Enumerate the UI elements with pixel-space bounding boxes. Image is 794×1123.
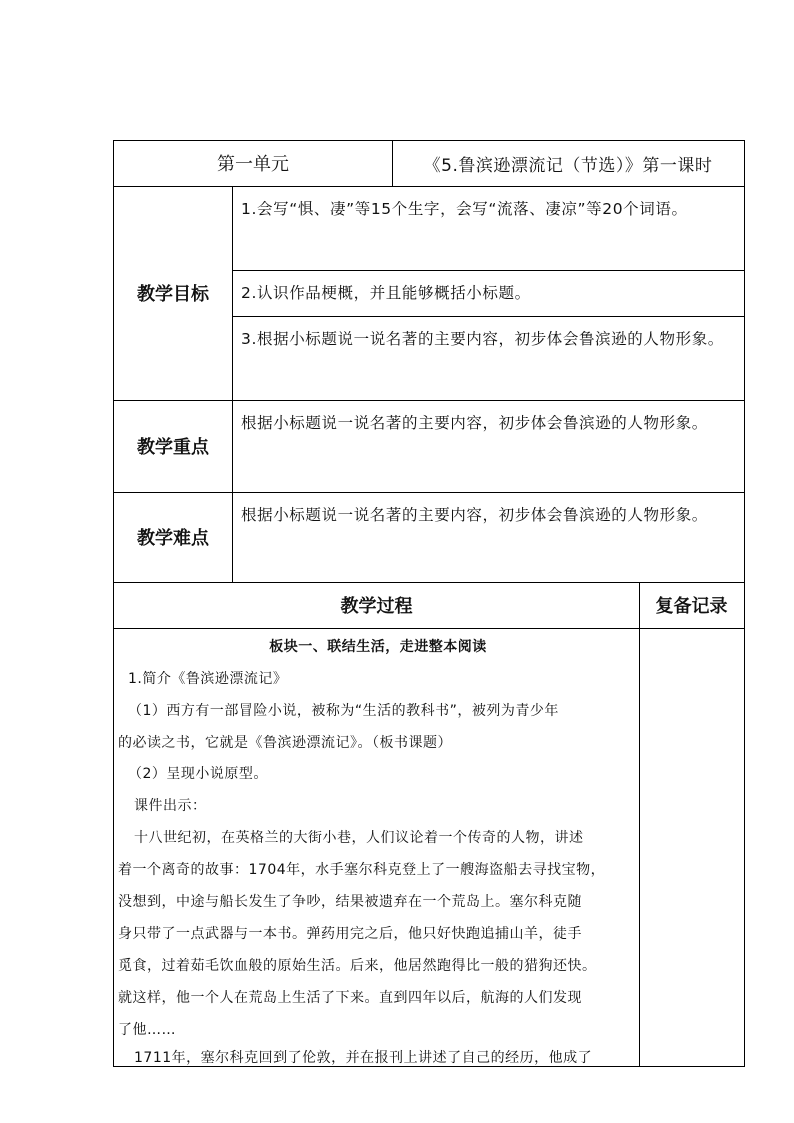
table-rule — [113, 186, 745, 187]
table-rule — [232, 270, 745, 271]
objective-item — [232, 316, 744, 400]
unit-title-text: 第一单元 — [217, 154, 289, 175]
objective-item — [232, 270, 744, 316]
body-line: 1711年，塞尔科克回到了伦敦，并在报刊上讲述了自己的经历，他成了 — [134, 1050, 593, 1066]
body-line: 身只带了一点武器与一本书。弹药用完之后，他只好快跑追捕山羊，徒手 — [118, 926, 582, 942]
body-line: （2）呈现小说原型。 — [128, 766, 268, 782]
difficulties-label-text: 教学难点 — [137, 528, 209, 549]
table-border-right — [744, 140, 745, 1067]
table-border-bottom — [113, 1066, 745, 1067]
body-line: 了他…… — [118, 1022, 176, 1038]
table-rule — [639, 582, 640, 1067]
key-points-label — [114, 400, 232, 492]
difficulties-text — [232, 492, 744, 582]
objectives-label — [114, 186, 232, 400]
objective-item-text: 3.根据小标题说一说名著的主要内容，初步体会鲁滨逊的人物形象。 — [241, 330, 724, 348]
unit-title — [114, 140, 392, 186]
lesson-title — [392, 140, 744, 186]
table-rule — [113, 582, 745, 583]
key-points-text-content: 根据小标题说一说名著的主要内容，初步体会鲁滨逊的人物形象。 — [241, 414, 708, 432]
objective-item — [232, 186, 744, 270]
table-border-left — [113, 140, 114, 1067]
lesson-title-text: 《5.鲁滨逊漂流记（节选）》第一课时 — [423, 155, 713, 176]
table-rule — [113, 492, 745, 493]
notes-label-text: 复备记录 — [655, 596, 728, 617]
table-border-top — [113, 140, 745, 141]
key-points-label-text: 教学重点 — [137, 437, 209, 458]
body-line: 就这样，他一个人在荒岛上生活了下来。直到四年以后，航海的人们发现 — [118, 990, 582, 1006]
body-line: 着一个离奇的故事：1704年，水手塞尔科克登上了一艘海盗船去寻找宝物， — [118, 862, 606, 878]
section-heading: 板块一、联结生活，走进整本阅读 — [269, 639, 487, 655]
table-rule — [232, 186, 233, 582]
body-line: 1.简介《鲁滨逊漂流记》 — [128, 671, 288, 687]
difficulties-label — [114, 492, 232, 582]
body-line: 觅食，过着茹毛饮血般的原始生活。后来，他居然跑得比一般的猎狗还快。 — [118, 958, 597, 974]
process-label — [114, 582, 639, 628]
body-line: （1）西方有一部冒险小说，被称为“生活的教科书”，被列为青少年 — [128, 703, 559, 719]
difficulties-text-content: 根据小标题说一说名著的主要内容，初步体会鲁滨逊的人物形象。 — [241, 506, 708, 524]
table-rule — [113, 628, 745, 629]
table-rule — [113, 400, 745, 401]
body-line: 十八世纪初，在英格兰的大街小巷，人们议论着一个传奇的人物，讲述 — [134, 830, 584, 846]
notes-label — [639, 582, 744, 628]
key-points-text — [232, 400, 744, 492]
objectives-label-text: 教学目标 — [137, 284, 209, 305]
table-rule — [232, 316, 745, 317]
body-line: 没想到，中途与船长发生了争吵，结果被遗弃在一个荒岛上。塞尔科克随 — [118, 894, 582, 910]
process-label-text: 教学过程 — [340, 596, 413, 617]
table-rule — [392, 140, 393, 186]
body-line: 课件出示： — [134, 798, 207, 814]
body-line: 的必读之书，它就是《鲁滨逊漂流记》。（板书课题） — [118, 735, 452, 751]
objective-item-text: 2.认识作品梗概，并且能够概括小标题。 — [241, 284, 531, 302]
objective-item-text: 1.会写“惧、凄”等15个生字，会写“流落、凄凉”等20个词语。 — [241, 200, 688, 218]
